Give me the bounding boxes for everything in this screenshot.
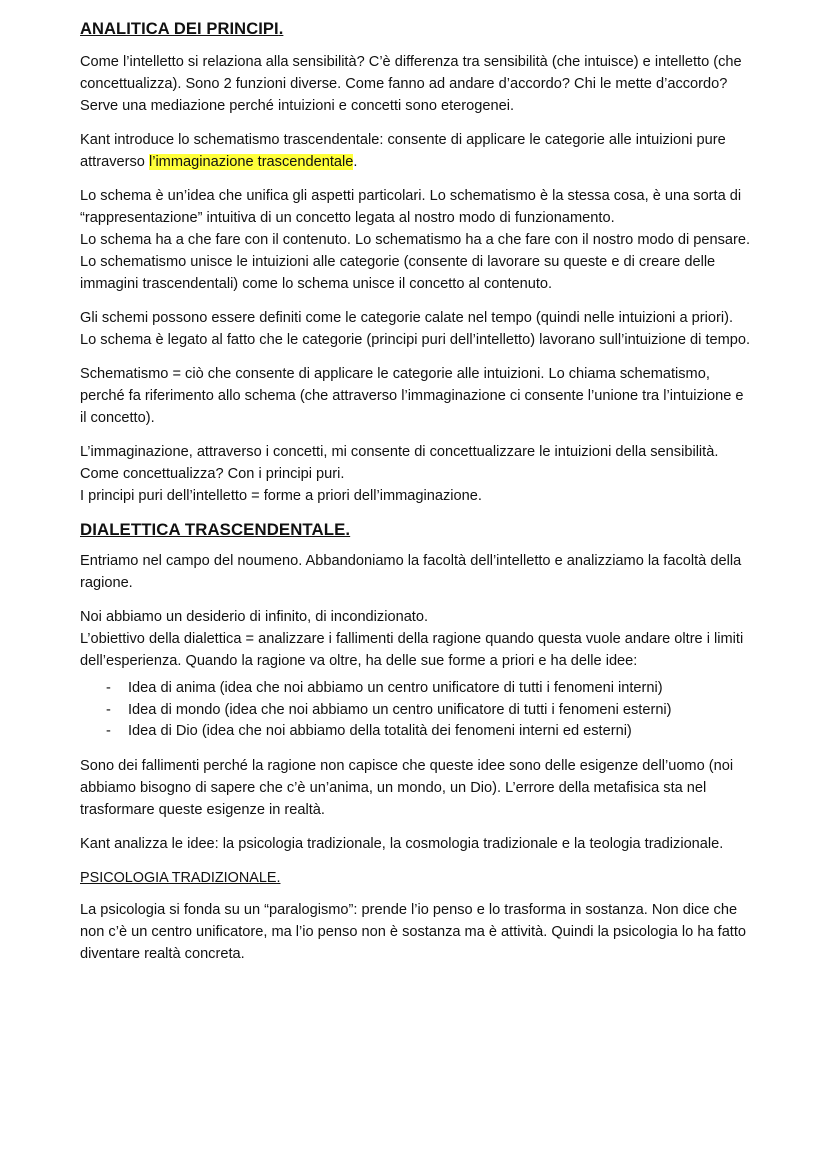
subheading-period: . bbox=[276, 869, 281, 886]
paragraph: Gli schemi possono essere definiti come le categorie calate nel tempo (quindi nelle intuizioni a priori). Lo schema è legato al fatto che le categorie (principi puri dell’intelletto) lavorano sull’intuizione di tempo. bbox=[80, 310, 751, 348]
heading-analitica-dei-principi bbox=[80, 18, 752, 40]
heading-text: ANALITICA DEI PRINCIPI bbox=[80, 20, 279, 38]
text-run: . bbox=[353, 154, 358, 170]
paragraph-schematismo-intro bbox=[80, 129, 752, 173]
paragraph-dialettica-obiettivo bbox=[80, 606, 752, 672]
subheading-text: PSICOLOGIA TRADIZIONALE bbox=[80, 869, 277, 886]
paragraph-schema bbox=[80, 185, 752, 295]
text-line: Lo schema ha a che fare con il contenuto. Lo schematismo ha a che fare con il nostro modo di pensare. Lo schematismo unisce le intuizioni alle categorie (consente di lavorare su queste e di creare delle immagini trascendentali) come lo schema unisce il concetto al contenuto. bbox=[80, 232, 751, 292]
ideas-list bbox=[80, 678, 752, 743]
paragraph-immaginazione bbox=[80, 441, 752, 507]
document-body bbox=[80, 18, 752, 977]
list-item: - Idea di mondo (idea che noi abbiamo un centro unificatore di tutti i fenomeni esterni) bbox=[80, 700, 752, 722]
list-item: - Idea di anima (idea che noi abbiamo un centro unificatore di tutti i fenomeni interni) bbox=[80, 678, 752, 700]
paragraph: Sono dei fallimenti perché la ragione non capisce che queste idee sono delle esigenze dell’uomo (noi abbiamo bisogno di sapere che c’è un’anima, un mondo, un Dio). L’errore della metafisica sta nel trasformare queste esigenze in realtà. bbox=[80, 757, 734, 818]
paragraph: Entriamo nel campo del noumeno. Abbandoniamo la facoltà dell’intelletto e analizziamo la facoltà della ragione. bbox=[80, 553, 742, 591]
paragraph: Schematismo = ciò che consente di applicare le categorie alle intuizioni. Lo chiama schematismo, perché fa riferimento allo schema (che attraverso l’immaginazione ci consente l’unione tra l’intuizione e il concetto). bbox=[80, 366, 744, 426]
text-line: Lo schema è un’idea che unifica gli aspetti particolari. Lo schematismo è la stessa cosa, è una sorta di “rappresentazione” intuitiva di un concetto legata al nostro modo di funzionamento. bbox=[80, 188, 742, 226]
text-line: Noi abbiamo un desiderio di infinito, di incondizionato. bbox=[80, 609, 429, 625]
text-run: Kant introduce lo schematismo trascendentale: consente di applicare le categorie alle intuizioni pure attraverso bbox=[80, 132, 726, 170]
text-line: L’obiettivo della dialettica = analizzare i fallimenti della ragione quando questa vuole andare oltre i limiti dell’esperienza. Quando la ragione va oltre, ha delle sue forme a priori e ha delle idee: bbox=[80, 631, 744, 669]
paragraph: Kant analizza le idee: la psicologia tradizionale, la cosmologia tradizionale e la teologia tradizionale. bbox=[80, 835, 724, 852]
heading-period: . bbox=[278, 20, 284, 38]
highlighted-text: l’immaginazione trascendentale bbox=[148, 154, 354, 170]
text-line: I principi puri dell’intelletto = forme a priori dell’immaginazione. bbox=[80, 488, 482, 504]
text-line: L’immaginazione, attraverso i concetti, mi consente di concettualizzare le intuizioni della sensibilità. Come concettualizza? Con i principi puri. bbox=[80, 444, 719, 482]
subheading-psicologia-tradizionale bbox=[80, 867, 752, 889]
paragraph: La psicologia si fonda su un “paralogismo”: prende l’io penso e lo trasforma in sostanza. Non dice che non c’è un centro unificatore, ma l’io penso non è sostanza ma è attività. Quindi la psicologia lo ha fatto diventare realtà concreta. bbox=[80, 901, 747, 962]
heading-dialettica-trascendentale: DIALETTICA TRASCENDENTALE. bbox=[80, 520, 351, 539]
list-item: - Idea di Dio (idea che noi abbiamo della totalità dei fenomeni interni ed esterni) bbox=[80, 721, 752, 743]
paragraph: Come l’intelletto si relaziona alla sensibilità? C’è differenza tra sensibilità (che intuisce) e intelletto (che concettualizza). Sono 2 funzioni diverse. Come fanno ad andare d’accordo? Chi le mette d’accordo? Serve una mediazione perché intuizioni e concetti sono eterogenei. bbox=[80, 54, 742, 114]
